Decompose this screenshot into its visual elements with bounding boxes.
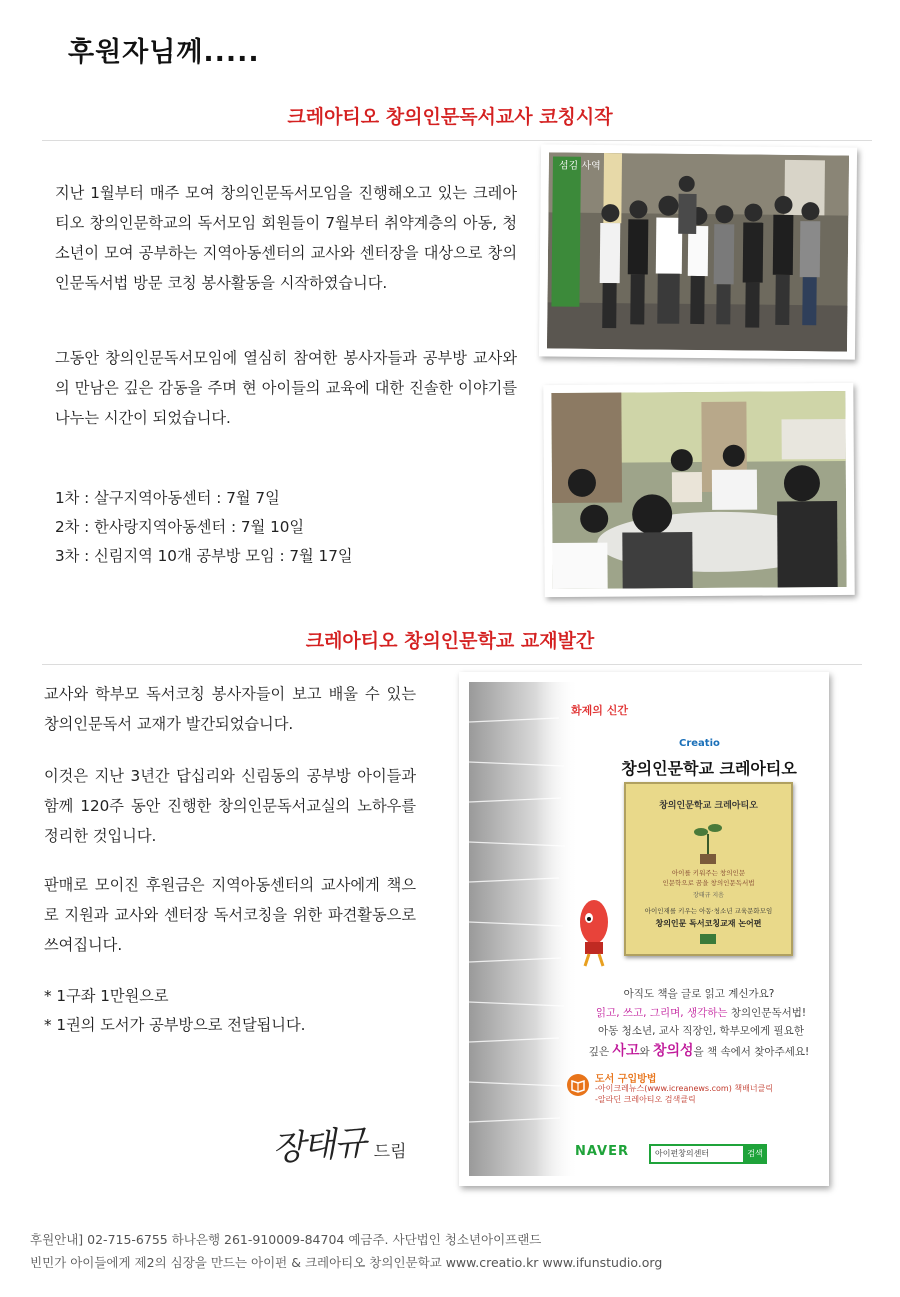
book-cover [624, 782, 793, 956]
cover-line1: 아이인재를 키우는 아동·청소년 교육문화모임 [644, 907, 773, 915]
naver-search-value: 아이펀창의센터 [655, 1149, 710, 1158]
creatio-logo [679, 738, 720, 749]
signature-name: 장태규 [270, 1122, 367, 1170]
ad-word-draw: 그리며, [649, 1007, 687, 1019]
signature-suffix: 드림 [373, 1142, 407, 1162]
donation-note: * 1권의 도서가 공부방으로 전달됩니다. [44, 1016, 306, 1034]
group-photo-image [547, 152, 849, 351]
schedule-item: 1차 : 살구지역아동센터 : 7월 7일 [55, 489, 280, 507]
ad-word-write: 쓰고, [622, 1007, 650, 1019]
naver-search-button[interactable]: 검색 [743, 1144, 767, 1164]
footer-donation-info: 후원안내] 02-715-6755 하나은행 261-910009-84704 예금주. 사단법인 청소년아이프랜드 [30, 1232, 542, 1247]
ad-book-title: 창의인문학교 크레아티오 [621, 759, 797, 778]
ad-line1 [577, 1005, 825, 1020]
footer-org-info: 빈민가 아이들에게 제2의 심장을 만드는 아이펀 & 크레아티오 창의인문학교 www.creatio.kr www.ifunstudio.org [30, 1255, 663, 1270]
publication-text-3: 판매로 모이진 후원금은 지역아동센터의 교사에게 책으로 지원과 교사와 센터장 독서코칭을 위한 파견활동으로 쓰여집니다. [44, 876, 416, 954]
page-title: 후원자님께..... [68, 37, 260, 68]
ad-line3-a: 깊은 [588, 1046, 613, 1058]
book-stack-illustration [469, 682, 579, 1176]
ad-question: 아직도 책을 글로 읽고 계신가요? [623, 988, 775, 1000]
publication-paragraph-1 [44, 679, 416, 739]
section-title-publication: 크레아티오 창의인문학교 교재발간 [305, 630, 595, 652]
ad-word-read: 읽고, [595, 1007, 623, 1019]
coaching-text-1: 지난 1월부터 매주 모여 창의인문독서모임을 진행해오고 있는 크레아티오 창의인문학교의 독서모임 회원들이 7월부터 취약계층의 아동, 청소년이 모여 공부하는 지역아동센터의 교사와 센터장을 대상으로 창의인문독서법 방문 코칭 봉사활동을 시작하였습니다. [55, 184, 517, 292]
cover-author: 장태규 지음 [693, 892, 724, 899]
ad-word-thinking: 사고 [612, 1043, 640, 1059]
schedule-item: 2차 : 한사랑지역아동센터 : 7월 10일 [55, 518, 305, 536]
meeting-photo [543, 383, 854, 597]
ad-word-creativity: 창의성 [652, 1043, 694, 1059]
book-icon [567, 1074, 589, 1096]
section-divider [42, 664, 862, 665]
cover-badge [700, 934, 716, 944]
cover-title: 창의인문학교 크레아티오 [659, 801, 758, 811]
donation-note: * 1구좌 1만원으로 [44, 987, 169, 1005]
photo-sign-text: 섬김 사역 [558, 160, 601, 172]
naver-logo: NAVER [575, 1144, 630, 1159]
meeting-photo-image [551, 391, 846, 589]
publication-text-1: 교사와 학부모 독서코칭 봉사자들이 보고 배울 수 있는 창의인문독서 교재가 발간되었습니다. [44, 685, 416, 733]
schedule-list [55, 484, 525, 571]
publication-text-2: 이것은 지난 3년간 답십리와 신림동의 공부방 아이들과 함께 120주 동안 진행한 창의인문독서교실의 노하우를 정리한 것입니다. [44, 767, 416, 845]
purchase-method-2: -알라딘 크레아티오 검색클릭 [595, 1095, 696, 1104]
coaching-paragraph-1 [55, 178, 517, 298]
creatio-logo-text: Creatio [679, 738, 720, 749]
coaching-paragraph-2 [55, 343, 517, 433]
cover-line2: 창의인문 독서코칭교재 논어편 [655, 919, 762, 928]
ad-word-think: 생각하는 [686, 1007, 728, 1019]
schedule-item: 3차 : 신림지역 10개 공부방 모임 : 7월 17일 [55, 547, 353, 565]
ad-line3 [571, 1040, 827, 1060]
donation-notes [44, 982, 424, 1040]
coaching-text-2: 그동안 창의인문독서모임에 열심히 참여한 봉사자들과 공부방 교사와의 만남은 깊은 감동을 주며 현 아이들의 교육에 대한 진솔한 이야기를 나누는 시간이 되었습니다. [55, 349, 517, 427]
ad-line3-e: 을 책 속에서 찾아주세요! [693, 1046, 810, 1058]
section-divider [42, 140, 872, 141]
purchase-title: 도서 구입방법 [595, 1074, 657, 1085]
publication-paragraph-2 [44, 761, 416, 851]
cover-sub1: 아이를 키워주는 창의인문 [671, 869, 746, 877]
publication-paragraph-3 [44, 870, 416, 960]
group-photo [539, 144, 857, 359]
naver-search-input[interactable] [649, 1144, 745, 1164]
cover-sub2: 인문학으로 꿈을 창의인문독서법 [662, 879, 755, 887]
plant-icon [688, 814, 728, 864]
signature [272, 1118, 432, 1178]
ad-tag: 화제의 신간 [571, 704, 628, 717]
purchase-method-1: -아이크레뉴스(www.icreanews.com) 책배너클릭 [595, 1084, 774, 1093]
ad-word-method: 창의인문독서법! [727, 1007, 807, 1019]
section-title-coaching: 크레아티오 창의인문독서교사 코칭시작 [287, 106, 613, 128]
book-advertisement [459, 672, 829, 1186]
ad-line3-c: 와 [639, 1046, 653, 1058]
ad-line2: 아동 청소년, 교사 직장인, 학부모에게 필요한 [598, 1025, 804, 1037]
mascot-icon [571, 896, 617, 968]
